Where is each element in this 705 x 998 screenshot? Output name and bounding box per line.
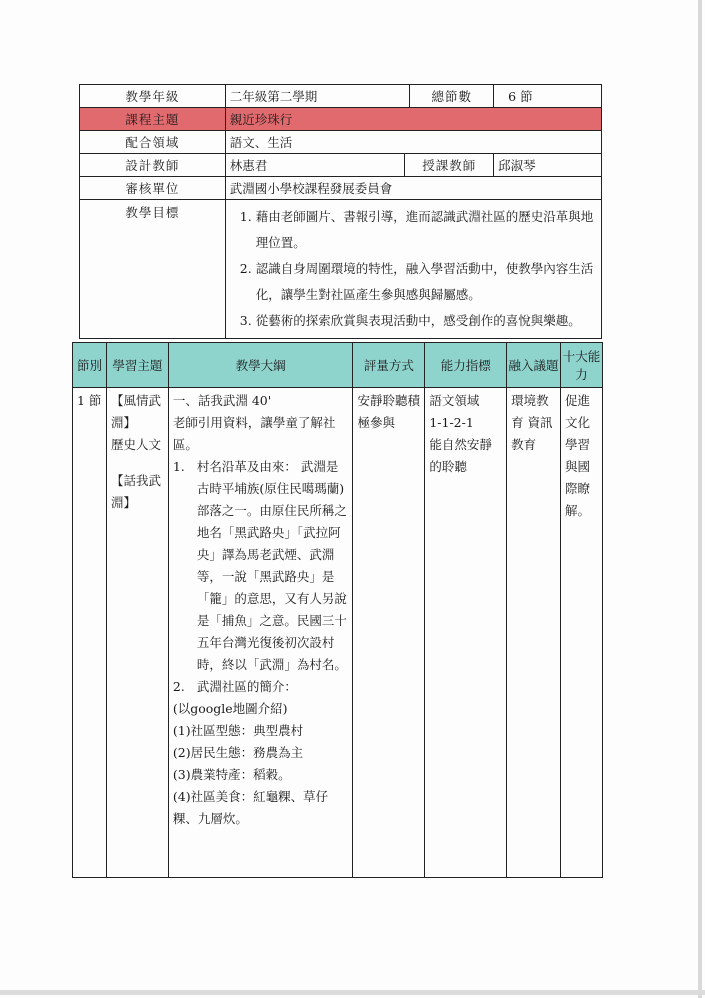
designer-label: 設計教師: [80, 154, 226, 177]
instructor-value: 邱淑琴: [494, 154, 602, 177]
outline-item-2: 2. 武淵社區的簡介：: [172, 679, 297, 694]
goal-item: 2. 認識自身周圍環境的特性，融入學習活動中，使教學內容生活化，讓學生對社區產生參與感與歸屬感。: [239, 261, 594, 302]
review-label: 審核單位: [80, 177, 226, 200]
domain-label: 配合領域: [80, 131, 226, 154]
page-edge-bottom: [0, 990, 705, 995]
header-assessment: 評量方式: [353, 343, 425, 388]
grade-label: 教學年級: [80, 85, 226, 108]
outline-title: 一、話我武淵 40': [172, 393, 272, 408]
topic-label: 課程主題: [80, 108, 226, 131]
theme-line: 歷史人文: [110, 437, 161, 452]
outline-sub-item: (1)社區型態：典型農村: [172, 723, 304, 738]
goal-item: 1. 藉由老師圖片、書報引導，進而認識武淵社區的歷史沿革與地理位置。: [239, 209, 594, 250]
goals-cell: [225, 200, 601, 339]
header-outline: 教學大綱: [168, 343, 353, 388]
course-info-table: [79, 84, 602, 339]
grade-value: 二年級第二學期: [225, 85, 410, 108]
header-theme: 學習主題: [106, 343, 168, 388]
ten-abilities-cell: 促進文化學習與國際瞭解。: [561, 388, 603, 878]
period-cell: 1 節: [73, 388, 107, 878]
goals-label: 教學目標: [80, 200, 226, 339]
instructor-label: 授課教師: [405, 154, 494, 177]
outline-cell: [168, 388, 353, 878]
theme-line: 【風情武淵】: [110, 393, 161, 430]
outline-sub-item: (3)農業特產：稻穀。: [172, 767, 291, 782]
total-periods-value: 6 節: [494, 85, 602, 108]
theme-cell: [106, 388, 168, 878]
topic-value: 親近珍珠行: [225, 108, 601, 131]
page-edge: [698, 0, 702, 998]
lesson-plan-table: [72, 342, 603, 878]
ability-cell: 語文領域 1-1-2-1 能自然安靜的聆聽: [425, 388, 507, 878]
theme-line: 【話我武淵】: [110, 473, 161, 510]
outline-sub-note: (以google地圖介紹): [172, 701, 288, 716]
outline-sub-item: (2)居民生態：務農為主: [172, 745, 304, 760]
assessment-cell: 安靜聆聽積極參與: [353, 388, 425, 878]
outline-intro: 老師引用資料，讓學童了解社區。: [172, 415, 336, 452]
outline-item-1: 1. 村名沿革及由來： 武淵是古時平埔族(原住民噶瑪蘭)部落之一。由原住民所稱之地名「黑武路央」「武拉阿央」譯為馬老武煙、武淵等，一說「黑武路央」是「籠」的意思，又有人另說是「捕魚」之意。民國三十五年台灣光復後初次設村時，終以「武淵」為村名。: [172, 459, 347, 672]
outline-sub-item: (4)社區美食：紅龜粿、草仔粿、九層炊。: [172, 789, 329, 826]
total-periods-label: 總節數: [410, 85, 494, 108]
goal-item: 3. 從藝術的探索欣賞與表現活動中，感受創作的喜悅與樂趣。: [239, 313, 581, 328]
designer-value: 林惠君: [225, 154, 405, 177]
header-ten-abilities: 十大能力: [561, 343, 603, 388]
header-period: 節別: [73, 343, 107, 388]
header-ability: 能力指標: [425, 343, 507, 388]
domain-value: 語文、生活: [225, 131, 601, 154]
review-value: 武淵國小學校課程發展委員會: [225, 177, 601, 200]
issue-cell: 環境教育 資訊教育: [507, 388, 561, 878]
header-issue: 融入議題: [507, 343, 561, 388]
